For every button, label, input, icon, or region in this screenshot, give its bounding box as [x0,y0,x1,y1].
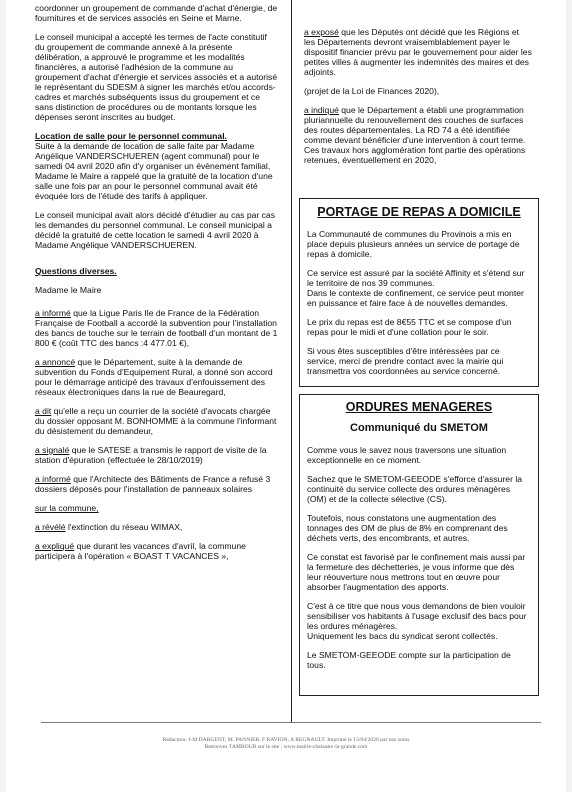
item-rd74 [304,105,532,165]
portage-p3: Dans le contexte de confinement, ce service peut monter en puissance et faire face à de nouvelles demandes. [307,288,524,308]
ordures-p1: Comme vous le savez nous traversons une situation exceptionnelle en ce moment. [307,445,507,465]
left-column [35,3,278,570]
verb-informe-2: a informé [35,474,71,484]
footer-website: Retrouvez TAMBOUR sur le site : www.mairie-chalautre-la-grande.com [204,744,368,750]
heading-questions-diverses [35,266,278,276]
ordures-p2: Sachez que le SMETOM-GEEODE s'efforce d'assurer la continuité du service collecte des ordures ménagères (OM) et de la collecte sélective (CS). [307,474,523,504]
item-text: que le SATESE a transmis le rapport de visite de la station d'épuration (effectuée le 28/10/2019) [35,445,267,465]
item-sur-la-commune [35,503,278,513]
sur-la-commune-text: sur la commune, [35,503,99,513]
item-loi-finances: (projet de la Loi de Finances 2020), [304,86,440,96]
paragraph-location-demande: Suite à la demande de location de salle faite par Madame Angélique VANDERSCHUEREN (agent communal) pour le samedi 04 avril 2020 afin d'y organiser un évènement familial, Madame le Maire a rappelé que la gratuité de la location d'une salle une fois par an pour le personnel communal avait été évoquée lors de l'étude des tarifs à appliquer. [35,141,273,201]
right-column-top [304,27,532,174]
column-divider [291,0,292,722]
item-courrier-avocats [35,406,278,436]
item-text: que la Ligue Paris Ile de France de la Fédération Française de Football a accordé la subvention pour l'installation des bancs de touche sur le terrain de football d'un montant de 1 800 € (coût TTC des bancs :4 477.01 €), [35,308,278,348]
item-text: que les Députés ont décidé que les Régions et les Départements devront vraisemblablement payer le dispositif financier prévu par le gouvernement pour aider les petites villes à augmenter les indemnités des maires et des adjoints. [304,27,532,77]
verb-annonce: a annoncé [35,357,76,367]
verb-indique: a indiqué [304,105,339,115]
portage-body [307,229,529,385]
ordures-p3: Toutefois, nous constatons une augmentation des tonnages des OM de plus de 8% en comprenant des déchets verts, des encombrants, et autres. [307,513,508,543]
ordures-p7: Le SMETOM-GEEODE compte sur la participation de tous. [307,650,511,670]
paragraph-groupement-decision: Le conseil municipal a accepté les termes de l'acte constitutif du groupement de commande annexé à la présente délibération, a approuvé le programme et les modalités financières, a autorisé l'adhésion de la commune au groupement d'achat d'énergie et services associés et a autorisé le représentant du SDESM à signer les marchés et/ou accords-cadres et marchés subséquents issus du groupement et ce sans distinction de procédures ou de montants lorsque les dépenses seront inscrites au budget. [35,32,278,122]
ordures-menageres-box [299,394,539,696]
portage-title: PORTAGE DE REPAS A DOMICILE [317,205,521,219]
portage-repas-box [299,198,539,387]
ordures-body [307,445,529,679]
item-text: que durant les vacances d'avril, la commune participera à l'opération « BOAST T VACANCES », [35,541,246,561]
item-wimax [35,522,278,532]
portage-p4: Le prix du repas est de 8€55 TTC et se compose d'un repas pour le midi et d'une collation pour le soir. [307,317,512,337]
item-enfouissement-reseaux [35,357,278,397]
verb-revele: a révélé [35,522,66,532]
item-satese [35,445,278,465]
portage-p1: La Communauté de communes du Provinois a mis en place depuis plusieurs années un service de portage de repas à domicile. [307,229,520,259]
verb-dit: a dit [35,406,52,416]
footer-credits: Rédaction: J-M DARGENT, M. PANNIER, F RAVION, A REGNAULT. Imprimé le 15/04/2020 par nos soins [162,737,410,743]
ordures-p6: Uniquement les bacs du syndicat seront collectés. [307,631,498,641]
item-text: que le Département, suite à la demande de subvention du Fonds d'Equipement Rural, a donné son accord pour le démarrage anticipé des travaux d'enfouissement des réseaux électroniques dans la rue de Beauregard, [35,357,273,397]
ordures-title: ORDURES MENAGERES [345,400,493,414]
item-vacances [35,541,278,561]
verb-signale: a signalé [35,445,70,455]
item-architecte [35,474,278,494]
portage-p5: Si vous êtes susceptibles d'être intéressées par ce service, merci de prendre contact avec la mairie qui transmettra vos coordonnées au service concerné. [307,346,504,376]
page [6,0,566,792]
maire-label: Madame le Maire [35,285,102,295]
item-text: que le Département a établi une programmation pluriannuelle du renouvellement des couches de surfaces des routes départementales. La RD 74 a été identifiée comme devant bénéficier d'une intervention à court terme. Ces travaux hors agglomération font partie des opérations retenues, éventuellement en 2020, [304,105,526,165]
item-subvention-football [35,308,278,348]
portage-p2: Ce service est assuré par la société Affinity et s'étend sur le territoire de nos 39 communes. [307,268,525,288]
verb-informe: a informé [35,308,71,318]
footer-divider [41,722,541,723]
verb-expose: a exposé [304,27,339,37]
heading-questions-diverses-text: Questions diverses. [35,266,117,276]
heading-location-salle-text: Location de salle pour le personnel communal. [35,131,227,141]
ordures-p4: Ce constat est favorisé par le confinement mais aussi par la fermeture des déchetteries, je vous informe que dès leur réouverture nous mettrons tout en œuvre pour absorber l'augmentation des apports. [307,552,526,592]
item-text: que l'Architecte des Bâtiments de France a refusé 3 dossiers déposés pour l'installation de panneaux solaires [35,474,271,494]
paragraph-location-decision: Le conseil municipal avait alors décidé d'étudier au cas par cas les demandes du personnel communal. Le conseil municipal a décidé la gratuité de cette location le samedi 4 avril 2020 à Madame Angélique VANDERSCHUEREN. [35,210,276,250]
ordures-subtitle: Communiqué du SMETOM [350,422,488,434]
verb-explique: a expliqué [35,541,75,551]
item-deputes [304,27,532,77]
item-text: qu'elle a reçu un courrier de la société d'avocats chargée du dossier opposant M. BONHOMME à la commune l'informant du désistement du demandeur, [35,406,277,436]
item-text: l'extinction du réseau WIMAX, [65,522,183,532]
ordures-p5: C'est à ce titre que nous vous demandons de bien vouloir sensibiliser vos habitants à l'usage exclusif des bacs pour les ordures ménagères. [307,601,527,631]
heading-location-salle [35,131,278,141]
paragraph-groupement-intro: coordonner un groupement de commande d'achat d'énergie, de fournitures et de services associés en Seine et Marne. [35,3,278,23]
